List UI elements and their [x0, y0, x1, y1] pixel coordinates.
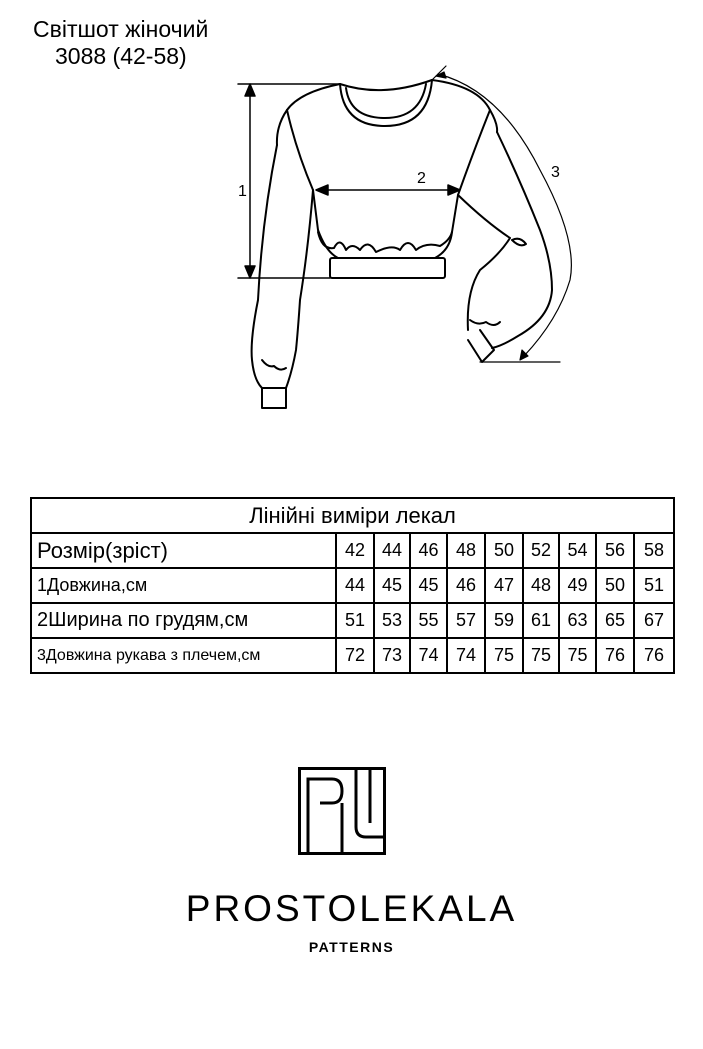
value-cell: 63 [559, 603, 596, 638]
length-measure-label: 1 [238, 183, 247, 200]
value-cell: 44 [336, 568, 374, 603]
size-cell: 56 [596, 533, 634, 568]
value-cell: 51 [336, 603, 374, 638]
chest-measure-line [316, 185, 460, 195]
value-cell: 76 [634, 638, 674, 673]
value-cell: 75 [559, 638, 596, 673]
table-header: Лінійні виміри лекал [31, 498, 674, 533]
value-cell: 72 [336, 638, 374, 673]
size-cell: 54 [559, 533, 596, 568]
sweatshirt-sketch [0, 0, 703, 480]
neckline [340, 80, 432, 126]
brand-name: PROSTOLEKALA [185, 888, 518, 929]
value-cell: 57 [447, 603, 485, 638]
value-cell: 76 [596, 638, 634, 673]
value-cell: 48 [523, 568, 559, 603]
value-cell: 75 [485, 638, 523, 673]
brand-subtitle: PATTERNS [308, 939, 395, 955]
value-cell: 61 [523, 603, 559, 638]
value-cell: 75 [523, 638, 559, 673]
value-cell: 50 [596, 568, 634, 603]
title-line-1: Світшот жіночий [33, 16, 209, 42]
value-cell: 46 [447, 568, 485, 603]
sweatshirt-body [277, 80, 497, 278]
chest-measure-label: 2 [417, 170, 426, 187]
size-cell: 42 [336, 533, 374, 568]
size-label: Розмір(зріст) [31, 533, 336, 568]
size-cell: 58 [634, 533, 674, 568]
value-cell: 51 [634, 568, 674, 603]
size-cell: 44 [374, 533, 410, 568]
size-cell: 52 [523, 533, 559, 568]
value-cell: 45 [374, 568, 410, 603]
sleeve-measure-label: 3 [551, 164, 560, 181]
value-cell: 45 [410, 568, 447, 603]
left-sleeve [252, 145, 313, 408]
value-cell: 74 [447, 638, 485, 673]
sleeve-measure-line [432, 66, 571, 362]
size-cell: 48 [447, 533, 485, 568]
measurement-table [30, 497, 675, 674]
value-cell: 47 [485, 568, 523, 603]
brand-logo-icon [298, 767, 388, 857]
table-row [31, 533, 674, 568]
table-row [31, 638, 674, 673]
value-cell: 49 [559, 568, 596, 603]
row-label: 3Довжина рукава з плечем,см [31, 638, 336, 673]
value-cell: 73 [374, 638, 410, 673]
size-cell: 46 [410, 533, 447, 568]
row-label: 2Ширина по грудям,см [31, 603, 336, 638]
value-cell: 74 [410, 638, 447, 673]
title-line-2: 3088 (42-58) [55, 43, 187, 69]
value-cell: 55 [410, 603, 447, 638]
size-cell: 50 [485, 533, 523, 568]
value-cell: 53 [374, 603, 410, 638]
length-measure-line [238, 84, 340, 278]
value-cell: 59 [485, 603, 523, 638]
table-row [31, 603, 674, 638]
value-cell: 67 [634, 603, 674, 638]
table-row [31, 568, 674, 603]
row-label: 1Довжина,см [31, 568, 336, 603]
value-cell: 65 [596, 603, 634, 638]
